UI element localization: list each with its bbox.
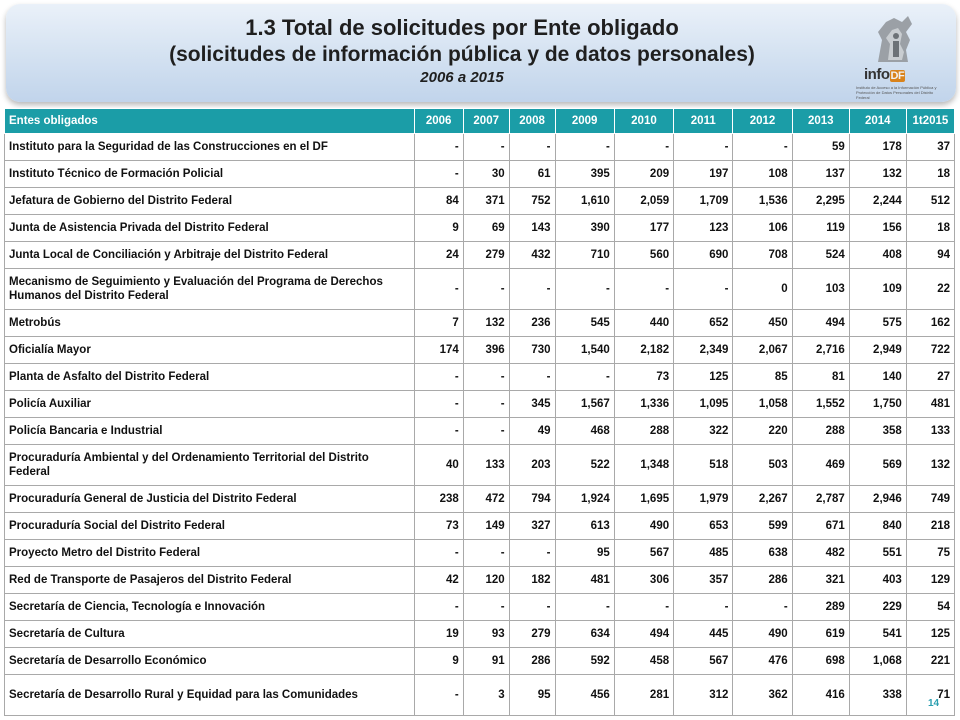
value-cell: 81 <box>792 364 849 391</box>
value-cell: 408 <box>849 242 906 269</box>
value-cell: 197 <box>674 161 733 188</box>
value-cell: 481 <box>555 567 614 594</box>
entity-name-cell: Junta de Asistencia Privada del Distrito Federal <box>5 215 415 242</box>
value-cell: - <box>463 540 509 567</box>
entity-name-cell: Secretaría de Ciencia, Tecnología e Innovación <box>5 594 415 621</box>
value-cell: 286 <box>733 567 792 594</box>
value-cell: 698 <box>792 648 849 675</box>
value-cell: 103 <box>792 269 849 310</box>
value-cell: - <box>733 594 792 621</box>
table-row <box>5 486 955 513</box>
entity-name-cell: Secretaría de Desarrollo Rural y Equidad para las Comunidades <box>5 675 415 716</box>
value-cell: 345 <box>509 391 555 418</box>
value-cell: 690 <box>674 242 733 269</box>
value-cell: 1,336 <box>614 391 673 418</box>
value-cell: 545 <box>555 310 614 337</box>
entity-name-cell: Jefatura de Gobierno del Distrito Federal <box>5 188 415 215</box>
value-cell: 2,067 <box>733 337 792 364</box>
value-cell: - <box>614 134 673 161</box>
value-cell: - <box>674 134 733 161</box>
value-cell: 279 <box>463 242 509 269</box>
value-cell: 149 <box>463 513 509 540</box>
value-cell: - <box>509 364 555 391</box>
value-cell: 652 <box>674 310 733 337</box>
column-header-2007: 2007 <box>463 109 509 134</box>
value-cell: - <box>414 391 463 418</box>
table-row <box>5 337 955 364</box>
value-cell: 18 <box>906 161 954 188</box>
value-cell: 119 <box>792 215 849 242</box>
value-cell: 432 <box>509 242 555 269</box>
infodf-logo <box>848 10 944 100</box>
value-cell: 599 <box>733 513 792 540</box>
value-cell: 638 <box>733 540 792 567</box>
column-header-1t2015: 1t2015 <box>906 109 954 134</box>
column-header-2013: 2013 <box>792 109 849 134</box>
value-cell: 174 <box>414 337 463 364</box>
value-cell: 1,750 <box>849 391 906 418</box>
value-cell: 140 <box>849 364 906 391</box>
value-cell: 229 <box>849 594 906 621</box>
value-cell: - <box>414 594 463 621</box>
value-cell: 653 <box>674 513 733 540</box>
value-cell: 218 <box>906 513 954 540</box>
table-body <box>5 134 955 716</box>
value-cell: 133 <box>906 418 954 445</box>
value-cell: 1,536 <box>733 188 792 215</box>
entity-name-cell: Procuraduría Ambiental y del Ordenamiento Territorial del Distrito Federal <box>5 445 415 486</box>
value-cell: 468 <box>555 418 614 445</box>
column-header-2011: 2011 <box>674 109 733 134</box>
value-cell: 178 <box>849 134 906 161</box>
value-cell: 485 <box>674 540 733 567</box>
value-cell: - <box>414 269 463 310</box>
column-header-2014: 2014 <box>849 109 906 134</box>
value-cell: 2,182 <box>614 337 673 364</box>
value-cell: 494 <box>792 310 849 337</box>
value-cell: 794 <box>509 486 555 513</box>
value-cell: 708 <box>733 242 792 269</box>
value-cell: 22 <box>906 269 954 310</box>
value-cell: - <box>674 594 733 621</box>
value-cell: 306 <box>614 567 673 594</box>
value-cell: 327 <box>509 513 555 540</box>
title-block <box>32 4 892 102</box>
value-cell: 518 <box>674 445 733 486</box>
value-cell: 357 <box>674 567 733 594</box>
table-row <box>5 594 955 621</box>
value-cell: 42 <box>414 567 463 594</box>
value-cell: - <box>509 540 555 567</box>
value-cell: 1,552 <box>792 391 849 418</box>
value-cell: 840 <box>849 513 906 540</box>
value-cell: 73 <box>614 364 673 391</box>
value-cell: - <box>414 364 463 391</box>
value-cell: 95 <box>555 540 614 567</box>
value-cell: 133 <box>463 445 509 486</box>
value-cell: 49 <box>509 418 555 445</box>
value-cell: - <box>463 391 509 418</box>
value-cell: - <box>414 161 463 188</box>
value-cell: 120 <box>463 567 509 594</box>
value-cell: 1,610 <box>555 188 614 215</box>
value-cell: 560 <box>614 242 673 269</box>
value-cell: 279 <box>509 621 555 648</box>
value-cell: 752 <box>509 188 555 215</box>
value-cell: 403 <box>849 567 906 594</box>
value-cell: 567 <box>674 648 733 675</box>
value-cell: 450 <box>733 310 792 337</box>
value-cell: 18 <box>906 215 954 242</box>
value-cell: 177 <box>614 215 673 242</box>
column-header-2006: 2006 <box>414 109 463 134</box>
value-cell: 203 <box>509 445 555 486</box>
value-cell: 522 <box>555 445 614 486</box>
value-cell: 440 <box>614 310 673 337</box>
value-cell: 24 <box>414 242 463 269</box>
value-cell: 209 <box>614 161 673 188</box>
value-cell: 69 <box>463 215 509 242</box>
table-row <box>5 445 955 486</box>
table-row <box>5 364 955 391</box>
table-row <box>5 310 955 337</box>
value-cell: 156 <box>849 215 906 242</box>
table-row <box>5 215 955 242</box>
value-cell: 490 <box>614 513 673 540</box>
entity-name-cell: Junta Local de Conciliación y Arbitraje del Distrito Federal <box>5 242 415 269</box>
table-row <box>5 540 955 567</box>
table-row <box>5 188 955 215</box>
value-cell: 288 <box>614 418 673 445</box>
value-cell: 490 <box>733 621 792 648</box>
value-cell: 551 <box>849 540 906 567</box>
page-title: 1.3 Total de solicitudes por Ente obligado <box>245 15 679 40</box>
value-cell: 469 <box>792 445 849 486</box>
value-cell: 95 <box>509 675 555 716</box>
requests-table <box>4 108 955 716</box>
value-cell: 362 <box>733 675 792 716</box>
value-cell: 162 <box>906 310 954 337</box>
value-cell: 0 <box>733 269 792 310</box>
value-cell: 84 <box>414 188 463 215</box>
table-row <box>5 513 955 540</box>
value-cell: 1,567 <box>555 391 614 418</box>
value-cell: - <box>414 134 463 161</box>
page-number: 14 <box>928 698 940 709</box>
value-cell: 137 <box>792 161 849 188</box>
value-cell: 281 <box>614 675 673 716</box>
value-cell: 125 <box>674 364 733 391</box>
entity-name-cell: Secretaría de Cultura <box>5 621 415 648</box>
table-row <box>5 161 955 188</box>
column-header-2009: 2009 <box>555 109 614 134</box>
value-cell: - <box>733 134 792 161</box>
city-emblem-icon <box>848 10 944 70</box>
value-cell: - <box>555 134 614 161</box>
value-cell: 476 <box>733 648 792 675</box>
value-cell: 312 <box>674 675 733 716</box>
table-row <box>5 418 955 445</box>
entity-name-cell: Metrobús <box>5 310 415 337</box>
value-cell: 494 <box>614 621 673 648</box>
value-cell: - <box>614 594 673 621</box>
table-row <box>5 648 955 675</box>
value-cell: 481 <box>906 391 954 418</box>
value-cell: 390 <box>555 215 614 242</box>
value-cell: - <box>614 269 673 310</box>
value-cell: 2,946 <box>849 486 906 513</box>
value-cell: 3 <box>463 675 509 716</box>
value-cell: - <box>509 134 555 161</box>
value-cell: 91 <box>463 648 509 675</box>
value-cell: 54 <box>906 594 954 621</box>
value-cell: 220 <box>733 418 792 445</box>
value-cell: 2,349 <box>674 337 733 364</box>
value-cell: - <box>674 269 733 310</box>
value-cell: 125 <box>906 621 954 648</box>
value-cell: 93 <box>463 621 509 648</box>
table-row <box>5 391 955 418</box>
value-cell: 710 <box>555 242 614 269</box>
value-cell: 371 <box>463 188 509 215</box>
value-cell: 567 <box>614 540 673 567</box>
entity-name-cell: Procuraduría General de Justicia del Distrito Federal <box>5 486 415 513</box>
table-row <box>5 134 955 161</box>
table-row <box>5 269 955 310</box>
value-cell: 396 <box>463 337 509 364</box>
value-cell: - <box>463 594 509 621</box>
value-cell: 108 <box>733 161 792 188</box>
value-cell: 132 <box>906 445 954 486</box>
value-cell: 321 <box>792 567 849 594</box>
entity-name-cell: Oficialía Mayor <box>5 337 415 364</box>
value-cell: 472 <box>463 486 509 513</box>
value-cell: 37 <box>906 134 954 161</box>
value-cell: 613 <box>555 513 614 540</box>
value-cell: 482 <box>792 540 849 567</box>
value-cell: 73 <box>414 513 463 540</box>
value-cell: 671 <box>792 513 849 540</box>
value-cell: 27 <box>906 364 954 391</box>
value-cell: 2,949 <box>849 337 906 364</box>
value-cell: 2,267 <box>733 486 792 513</box>
entity-name-cell: Mecanismo de Seguimiento y Evaluación del Programa de Derechos Humanos del Distrito Federal <box>5 269 415 310</box>
value-cell: - <box>463 418 509 445</box>
value-cell: 143 <box>509 215 555 242</box>
value-cell: - <box>463 134 509 161</box>
value-cell: 592 <box>555 648 614 675</box>
value-cell: 503 <box>733 445 792 486</box>
value-cell: 2,295 <box>792 188 849 215</box>
value-cell: 75 <box>906 540 954 567</box>
value-cell: 9 <box>414 215 463 242</box>
value-cell: - <box>463 364 509 391</box>
logo-wordmark: infoDF <box>864 66 905 83</box>
column-header-2012: 2012 <box>733 109 792 134</box>
value-cell: - <box>555 269 614 310</box>
value-cell: 7 <box>414 310 463 337</box>
value-cell: 129 <box>906 567 954 594</box>
value-cell: 358 <box>849 418 906 445</box>
value-cell: 619 <box>792 621 849 648</box>
value-cell: 94 <box>906 242 954 269</box>
value-cell: 541 <box>849 621 906 648</box>
value-cell: 19 <box>414 621 463 648</box>
logo-subtitle: Instituto de Acceso a la Información Pública y Protección de Datos Personales del Distrito Federal <box>856 85 937 100</box>
value-cell: 289 <box>792 594 849 621</box>
value-cell: 322 <box>674 418 733 445</box>
value-cell: 338 <box>849 675 906 716</box>
value-cell: - <box>509 594 555 621</box>
value-cell: 456 <box>555 675 614 716</box>
value-cell: 132 <box>849 161 906 188</box>
value-cell: 288 <box>792 418 849 445</box>
value-cell: 1,695 <box>614 486 673 513</box>
entity-name-cell: Policía Auxiliar <box>5 391 415 418</box>
value-cell: 1,068 <box>849 648 906 675</box>
value-cell: 1,540 <box>555 337 614 364</box>
value-cell: 236 <box>509 310 555 337</box>
value-cell: 416 <box>792 675 849 716</box>
value-cell: 286 <box>509 648 555 675</box>
table-row <box>5 567 955 594</box>
value-cell: 2,716 <box>792 337 849 364</box>
value-cell: 123 <box>674 215 733 242</box>
entity-name-cell: Proyecto Metro del Distrito Federal <box>5 540 415 567</box>
value-cell: - <box>509 269 555 310</box>
value-cell: 575 <box>849 310 906 337</box>
value-cell: 2,244 <box>849 188 906 215</box>
value-cell: 221 <box>906 648 954 675</box>
value-cell: 1,348 <box>614 445 673 486</box>
entity-name-cell: Policía Bancaria e Industrial <box>5 418 415 445</box>
value-cell: 730 <box>509 337 555 364</box>
value-cell: 1,058 <box>733 391 792 418</box>
value-cell: 59 <box>792 134 849 161</box>
value-cell: 106 <box>733 215 792 242</box>
value-cell: 132 <box>463 310 509 337</box>
value-cell: - <box>414 540 463 567</box>
value-cell: 61 <box>509 161 555 188</box>
value-cell: 85 <box>733 364 792 391</box>
value-cell: 238 <box>414 486 463 513</box>
value-cell: - <box>463 269 509 310</box>
entity-name-cell: Instituto Técnico de Formación Policial <box>5 161 415 188</box>
value-cell: 1,095 <box>674 391 733 418</box>
table-header-row <box>5 109 955 134</box>
value-cell: 634 <box>555 621 614 648</box>
value-cell: 30 <box>463 161 509 188</box>
value-cell: 9 <box>414 648 463 675</box>
title-banner <box>6 4 956 102</box>
value-cell: 71 <box>906 675 954 716</box>
entity-name-cell: Secretaría de Desarrollo Económico <box>5 648 415 675</box>
value-cell: 749 <box>906 486 954 513</box>
value-cell: 458 <box>614 648 673 675</box>
value-cell: 395 <box>555 161 614 188</box>
column-header-entity: Entes obligados <box>5 109 415 134</box>
table-row <box>5 242 955 269</box>
value-cell: 2,787 <box>792 486 849 513</box>
page-period: 2006 a 2015 <box>420 69 504 86</box>
column-header-2010: 2010 <box>614 109 673 134</box>
table-row <box>5 675 955 716</box>
value-cell: 569 <box>849 445 906 486</box>
value-cell: 109 <box>849 269 906 310</box>
table-row <box>5 621 955 648</box>
value-cell: 182 <box>509 567 555 594</box>
entity-name-cell: Planta de Asfalto del Distrito Federal <box>5 364 415 391</box>
value-cell: 445 <box>674 621 733 648</box>
entity-name-cell: Instituto para la Seguridad de las Construcciones en el DF <box>5 134 415 161</box>
page-subtitle: (solicitudes de información pública y de datos personales) <box>169 43 755 66</box>
value-cell: 1,979 <box>674 486 733 513</box>
value-cell: - <box>414 418 463 445</box>
entity-name-cell: Red de Transporte de Pasajeros del Distrito Federal <box>5 567 415 594</box>
value-cell: - <box>414 675 463 716</box>
value-cell: 722 <box>906 337 954 364</box>
value-cell: - <box>555 364 614 391</box>
value-cell: 1,924 <box>555 486 614 513</box>
value-cell: 524 <box>792 242 849 269</box>
value-cell: 512 <box>906 188 954 215</box>
value-cell: 1,709 <box>674 188 733 215</box>
value-cell: - <box>555 594 614 621</box>
column-header-2008: 2008 <box>509 109 555 134</box>
value-cell: 40 <box>414 445 463 486</box>
value-cell: 2,059 <box>614 188 673 215</box>
entity-name-cell: Procuraduría Social del Distrito Federal <box>5 513 415 540</box>
